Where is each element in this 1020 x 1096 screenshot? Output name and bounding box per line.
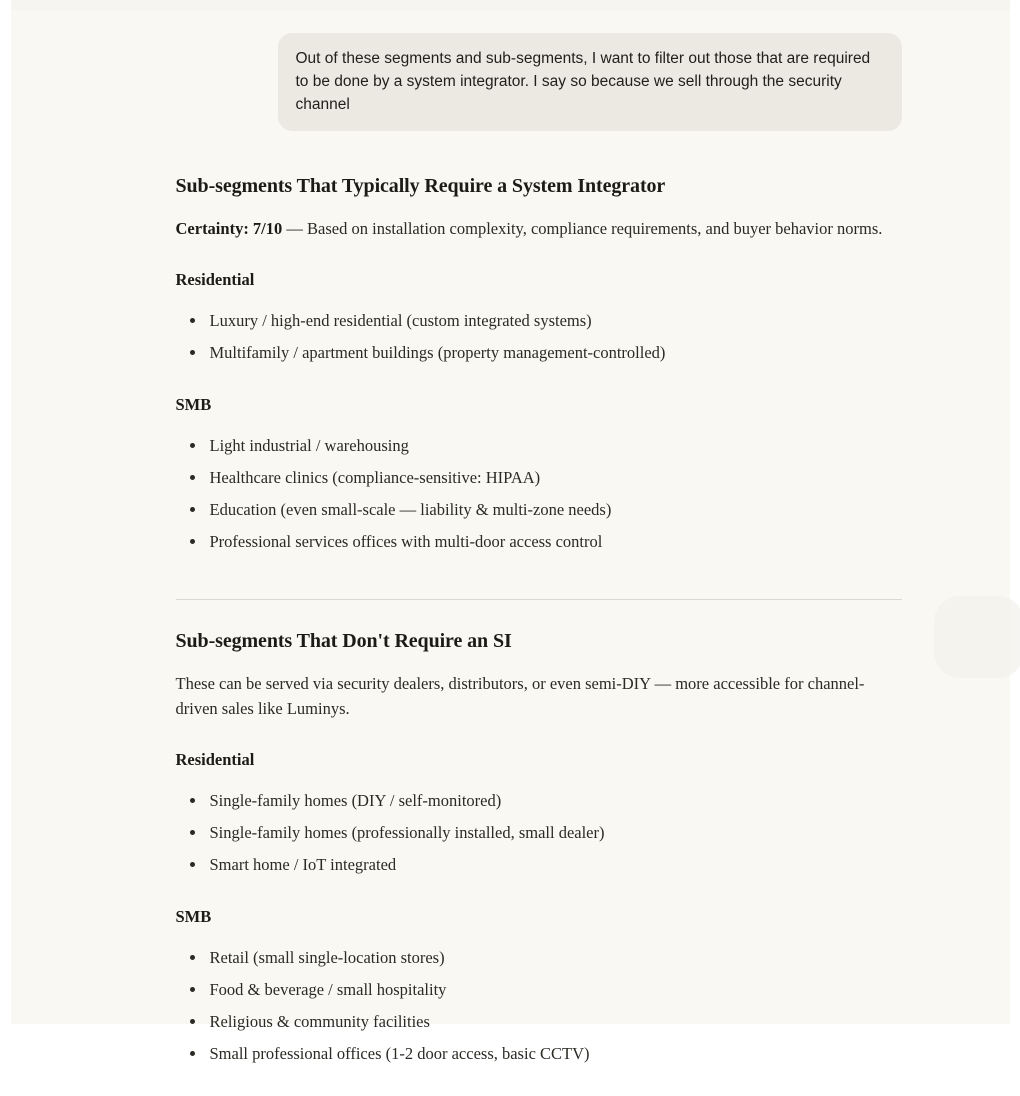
user-message-bubble[interactable] [278, 33, 902, 131]
certainty-label: Certainty: 7/10 [176, 219, 283, 238]
background-artifact [934, 596, 1020, 678]
section-no-si [176, 629, 902, 1064]
list-item: Single-family homes (DIY / self-monitored) [176, 790, 902, 811]
group-title-residential: Residential [176, 270, 902, 290]
chat-column [176, 0, 902, 1096]
smb-list [176, 947, 902, 1064]
list-item: Professional services offices with multi-door access control [176, 531, 902, 552]
list-item: Smart home / IoT integrated [176, 854, 902, 875]
residential-list [176, 790, 902, 875]
section-heading: Sub-segments That Don't Require an SI [176, 629, 902, 654]
list-item: Single-family homes (professionally installed, small dealer) [176, 822, 902, 843]
list-item: Retail (small single-location stores) [176, 947, 902, 968]
section-divider [176, 599, 902, 600]
user-message-text: Out of these segments and sub-segments, I want to filter out those that are required to be done by a system integrator. I say so because we sell through the security channel [296, 50, 871, 113]
list-item: Small professional offices (1-2 door access, basic CCTV) [176, 1043, 902, 1064]
section-intro [176, 216, 902, 241]
list-item: Light industrial / warehousing [176, 435, 902, 456]
chat-page [11, 0, 1010, 1024]
group-title-smb: SMB [176, 395, 902, 415]
assistant-response [176, 174, 902, 1064]
section-intro-text: These can be served via security dealers, distributors, or even semi-DIY — more accessible for channel-driven sales like Luminys. [176, 674, 865, 718]
group-title-smb: SMB [176, 907, 902, 927]
section-heading: Sub-segments That Typically Require a System Integrator [176, 174, 902, 199]
list-item: Healthcare clinics (compliance-sensitive: HIPAA) [176, 467, 902, 488]
section-require-si [176, 174, 902, 552]
list-item: Religious & community facilities [176, 1011, 902, 1032]
smb-list [176, 435, 902, 552]
section-intro-text: — Based on installation complexity, compliance requirements, and buyer behavior norms. [282, 219, 882, 238]
list-item: Luxury / high-end residential (custom integrated systems) [176, 310, 902, 331]
list-item: Education (even small-scale — liability & multi-zone needs) [176, 499, 902, 520]
group-title-residential: Residential [176, 750, 902, 770]
section-intro [176, 671, 902, 721]
residential-list [176, 310, 902, 363]
list-item: Multifamily / apartment buildings (property management-controlled) [176, 342, 902, 363]
list-item: Food & beverage / small hospitality [176, 979, 902, 1000]
